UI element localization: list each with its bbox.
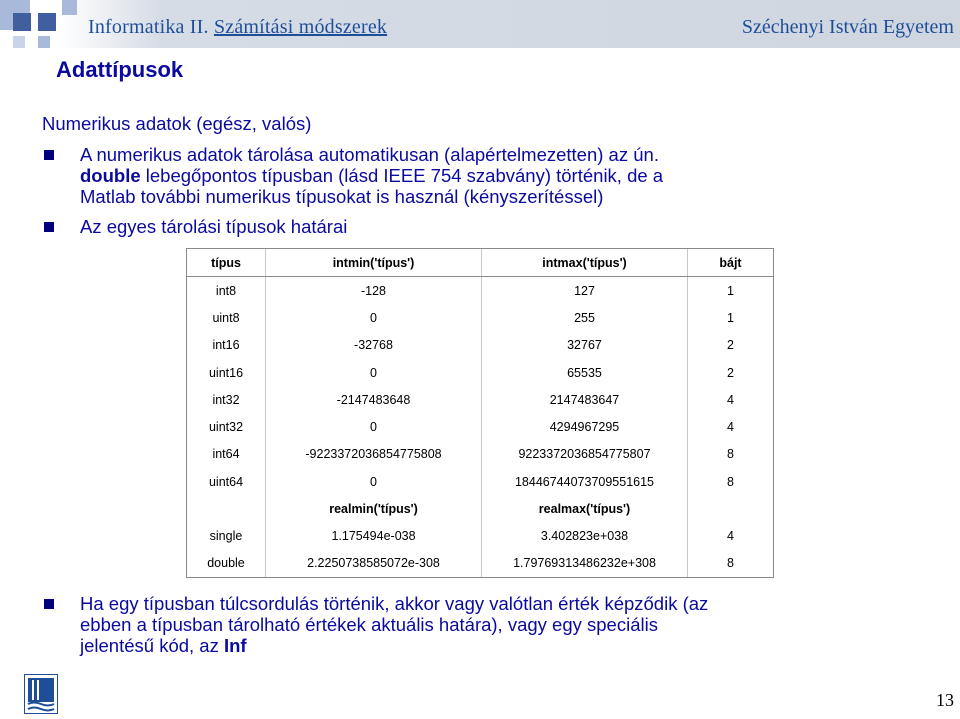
table-cell: 4 [688,413,774,440]
table-cell: 0 [266,413,482,440]
table-cell: 4 [688,522,774,549]
table-cell: 0 [266,468,482,495]
decor-square [38,36,50,48]
table-cell: 2 [688,359,774,386]
decor-square [13,13,31,31]
table-cell: uint16 [208,365,244,380]
table-header-cell: realmax('típus') [482,495,688,522]
table-cell: 1 [688,277,774,305]
table-cell: 8 [688,550,774,577]
table-cell: 0 [266,305,482,332]
table-header-cell: típus [187,249,266,277]
bullet-text: Ha egy típusban túlcsordulás történik, akkor vagy valótlan érték képződik (az ebben a típusban tárolható értékek aktuális határa), vagy egy speciális jelentésű kód, az Inf [80,593,709,656]
table-cell: uint64 [208,474,244,489]
table-cell: -2147483648 [266,386,482,413]
table-cell: 0 [266,359,482,386]
table-cell: 2 [688,332,774,359]
table-cell: int64 [212,447,240,462]
table-header-cell: realmin('típus') [266,495,482,522]
table-cell: 65535 [482,359,688,386]
table-cell: 127 [482,277,688,305]
bullet-square-icon [44,150,54,160]
table-cell: 3.402823e+038 [482,522,688,549]
decor-square [38,13,56,31]
table-cell: -9223372036854775808 [266,441,482,468]
table-cell: 32767 [482,332,688,359]
table-cell: int32 [212,392,240,407]
table-header-cell [187,495,266,522]
bullet-square-icon [44,222,54,232]
table-header-cell [688,495,774,522]
table-cell: -128 [266,277,482,305]
table-cell: 4 [688,386,774,413]
numeric-types-table [186,248,774,578]
table-cell: 8 [688,468,774,495]
table-subheader-row [187,495,773,522]
section-subtitle: Numerikus adatok (egész, valós) [42,113,312,134]
table-cell: 9223372036854775807 [482,441,688,468]
bullet-square-icon [44,599,54,609]
table-row [187,550,773,577]
table-header-cell: bájt [688,249,774,277]
page-number: 13 [936,690,954,710]
table-cell: 1 [688,305,774,332]
table-cell: 8 [688,441,774,468]
university-name: Széchenyi István Egyetem [741,16,954,38]
table-cell: single [209,528,243,543]
table-cell: int8 [215,283,237,298]
table-cell: 255 [482,305,688,332]
table-row [187,359,773,386]
table-row [187,522,773,549]
table-cell: 1.175494e-038 [266,522,482,549]
table-cell: uint8 [212,311,240,326]
slide-title: Adattípusok [56,57,184,82]
table-header-cell: intmax('típus') [482,249,688,277]
university-logo-icon [24,674,58,714]
table-header-row [187,249,773,277]
table-cell: int16 [212,338,240,353]
table-cell: 18446744073709551615 [482,468,688,495]
table-cell: double [207,556,245,571]
course-title: Informatika II. Számítási módszerek [88,16,388,38]
bullet-text: A numerikus adatok tárolása automatikusan (alapértelmezetten) az ún. double lebegőpontos típusban (lásd IEEE 754 szabvány) történik, de a Matlab további numerikus típusokat is használ (kényszerítéssel) [80,144,664,207]
table-row [187,332,773,359]
table-row [187,413,773,440]
table-cell: 1.79769313486232e+308 [482,550,688,577]
table-cell: 2.2250738585072e-308 [266,550,482,577]
table-cell: uint32 [208,420,244,435]
table-row [187,305,773,332]
table-cell: -32768 [266,332,482,359]
decor-square [13,36,25,48]
table-cell: 4294967295 [482,413,688,440]
decor-square [62,0,77,15]
table-row [187,277,773,305]
table-row [187,468,773,495]
bullet-text: Az egyes tárolási típusok határai [80,216,348,237]
table-row [187,386,773,413]
table-row [187,441,773,468]
table-header-cell: intmin('típus') [266,249,482,277]
slide-header [0,0,960,48]
table-cell: 2147483647 [482,386,688,413]
